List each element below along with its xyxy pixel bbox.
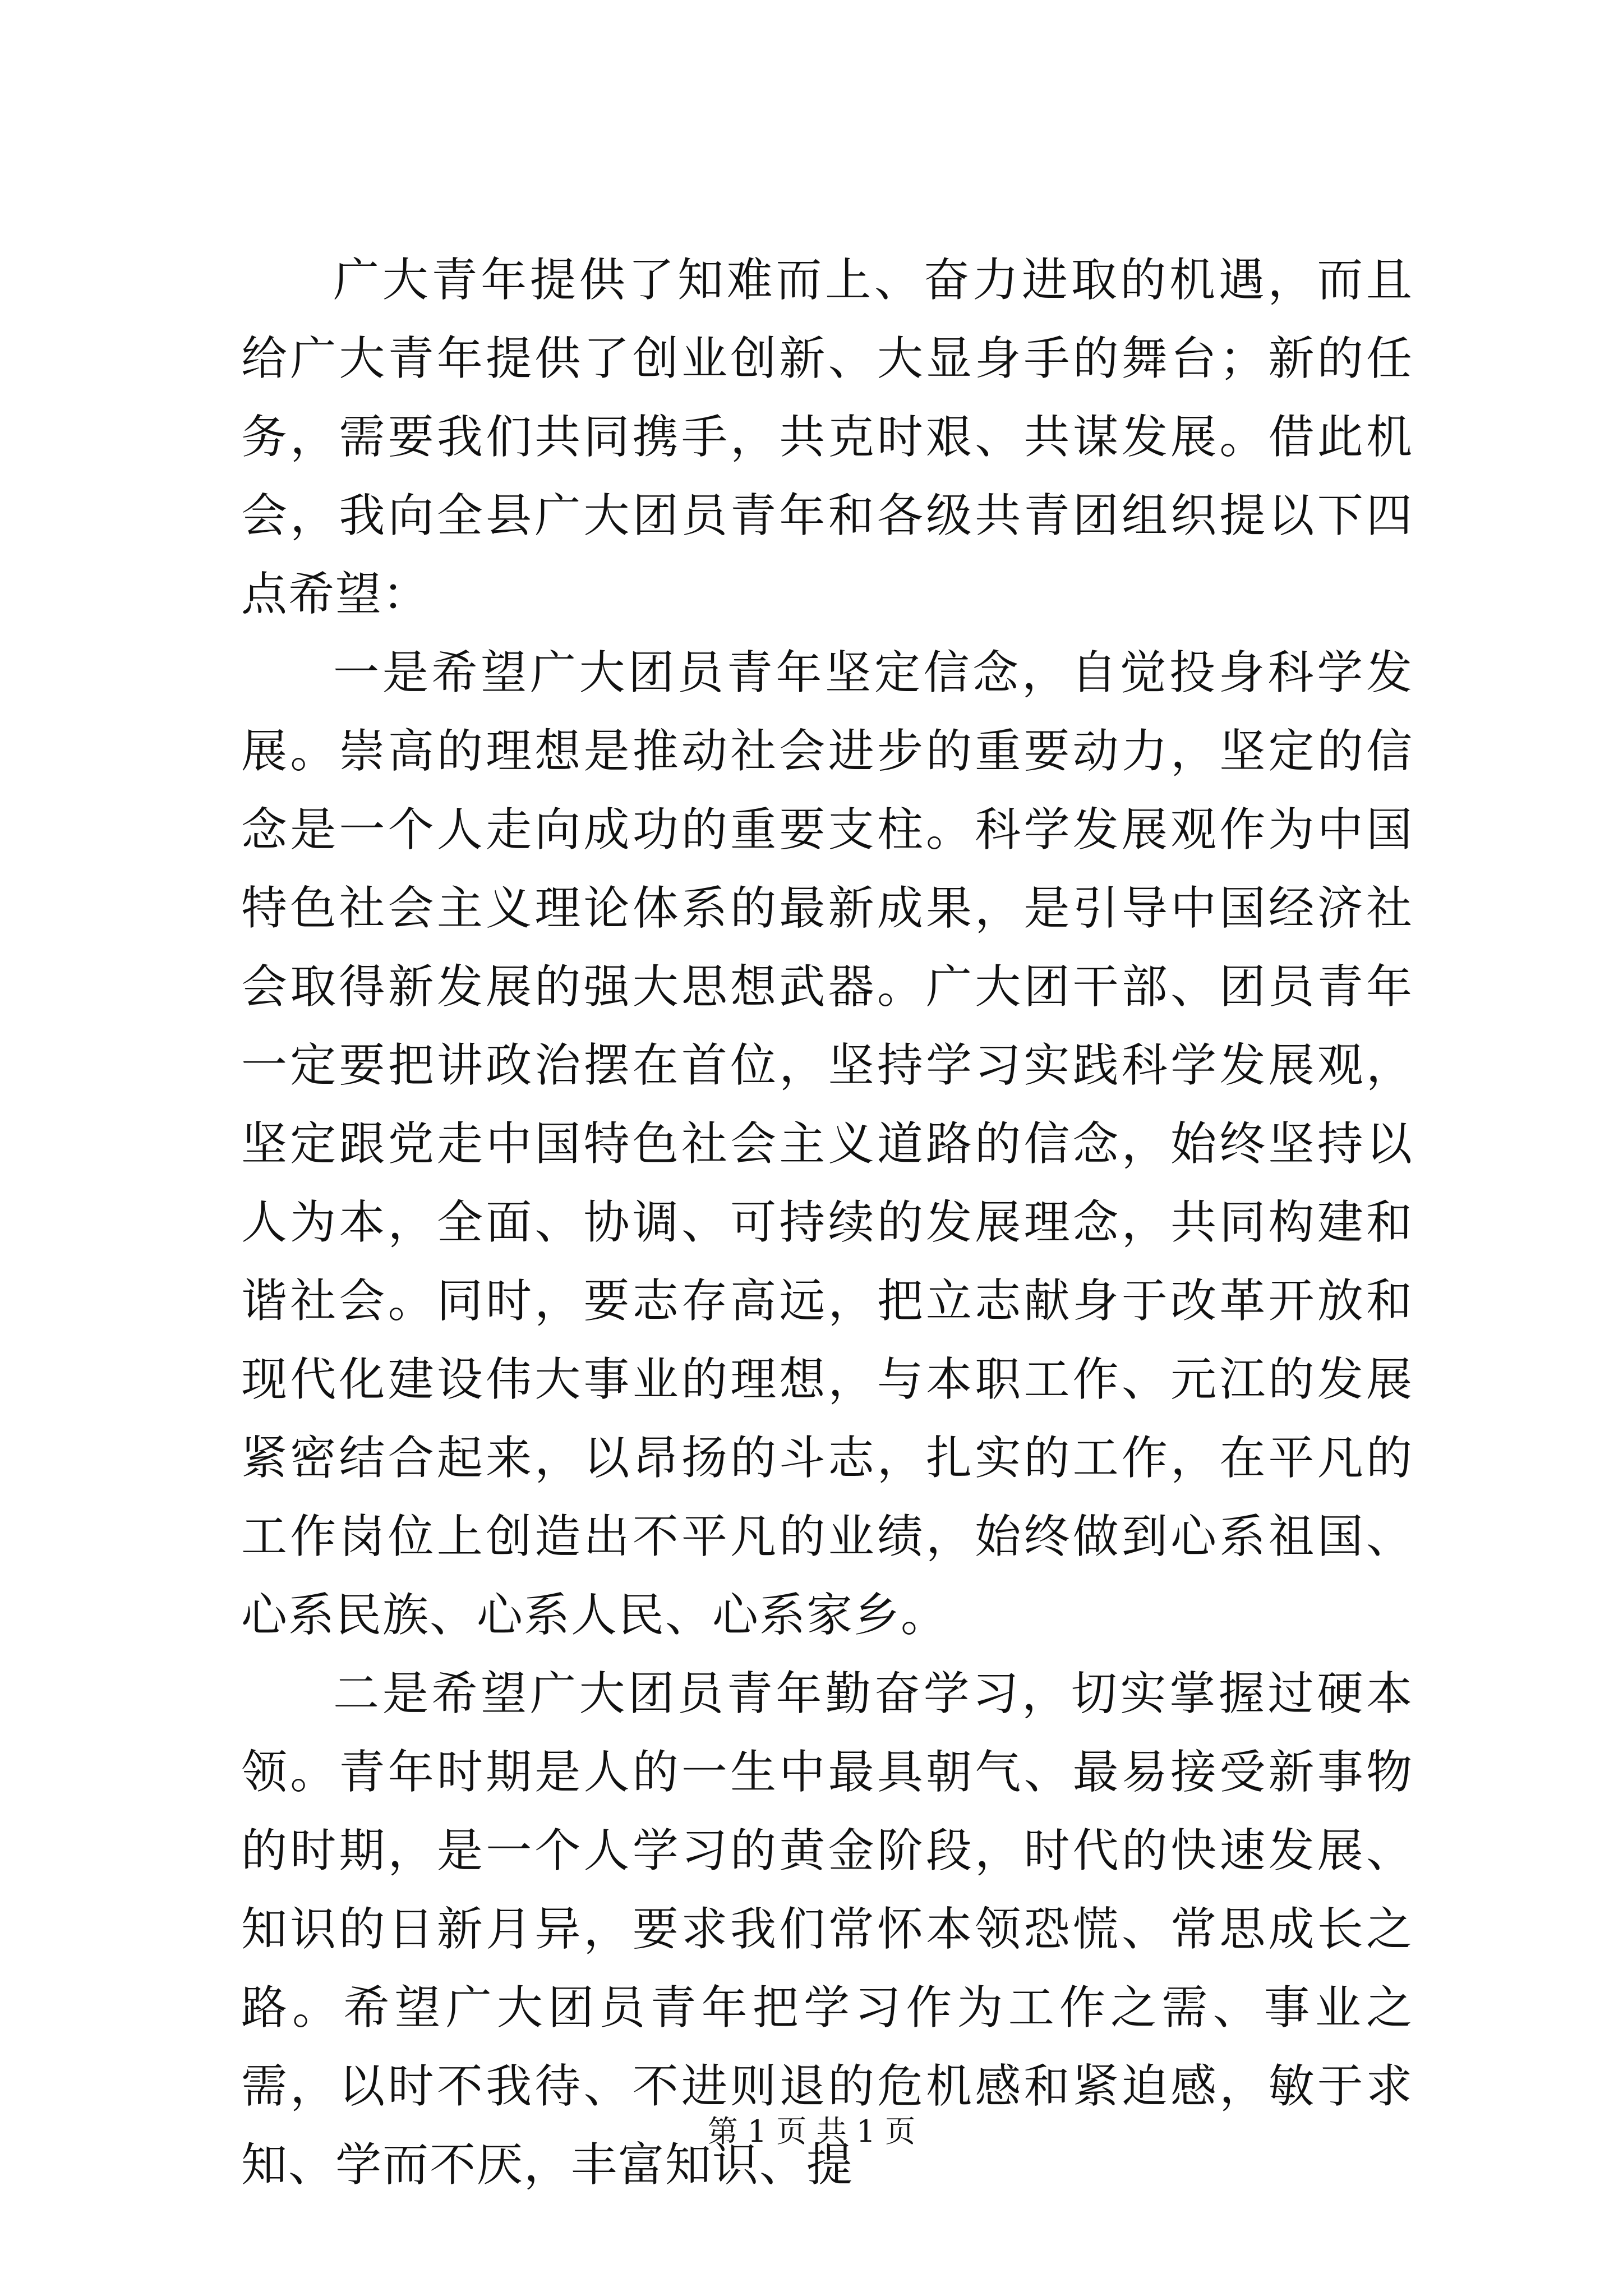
paragraph-3: 二是希望广大团员青年勤奋学习，切实掌握过硬本领。青年时期是人的一生中最具朝气、最易接受新事物的时期，是一个人学习的黄金阶段，时代的快速发展、知识的日新月异，要求我们常怀本领恐慌、常思成长之路。希望广大团员青年把学习作为工作之需、事业之需，以时不我待、不进则退的危机感和紧迫感，敏于求知、学而不厌，丰富知识、提 [241, 1667, 1413, 2192]
document-body [241, 241, 1413, 2205]
paragraph-1: 广大青年提供了知难而上、奋力进取的机遇，而且给广大青年提供了创业创新、大显身手的舞台；新的任务，需要我们共同携手，共克时艰、共谋发展。借此机会，我向全县广大团员青年和各级共青团组织提以下四点希望： [241, 254, 1413, 621]
paragraph-2: 一是希望广大团员青年坚定信念，自觉投身科学发展。崇高的理想是推动社会进步的重要动力，坚定的信念是一个人走向成功的重要支柱。科学发展观作为中国特色社会主义理论体系的最新成果，是引导中国经济社会取得新发展的强大思想武器。广大团干部、团员青年一定要把讲政治摆在首位，坚持学习实践科学发展观，坚定跟党走中国特色社会主义道路的信念，始终坚持以人为本，全面、协调、可持续的发展理念，共同构建和谐社会。同时，要志存高远，把立志献身于改革开放和现代化建设伟大事业的理想，与本职工作、元江的发展紧密结合起来，以昂扬的斗志，扎实的工作，在平凡的工作岗位上创造出不平凡的业绩，始终做到心系祖国、心系民族、心系人民、心系家乡。 [241, 646, 1413, 1642]
page-footer: 第 1 页 共 1 页 [707, 2114, 916, 2149]
